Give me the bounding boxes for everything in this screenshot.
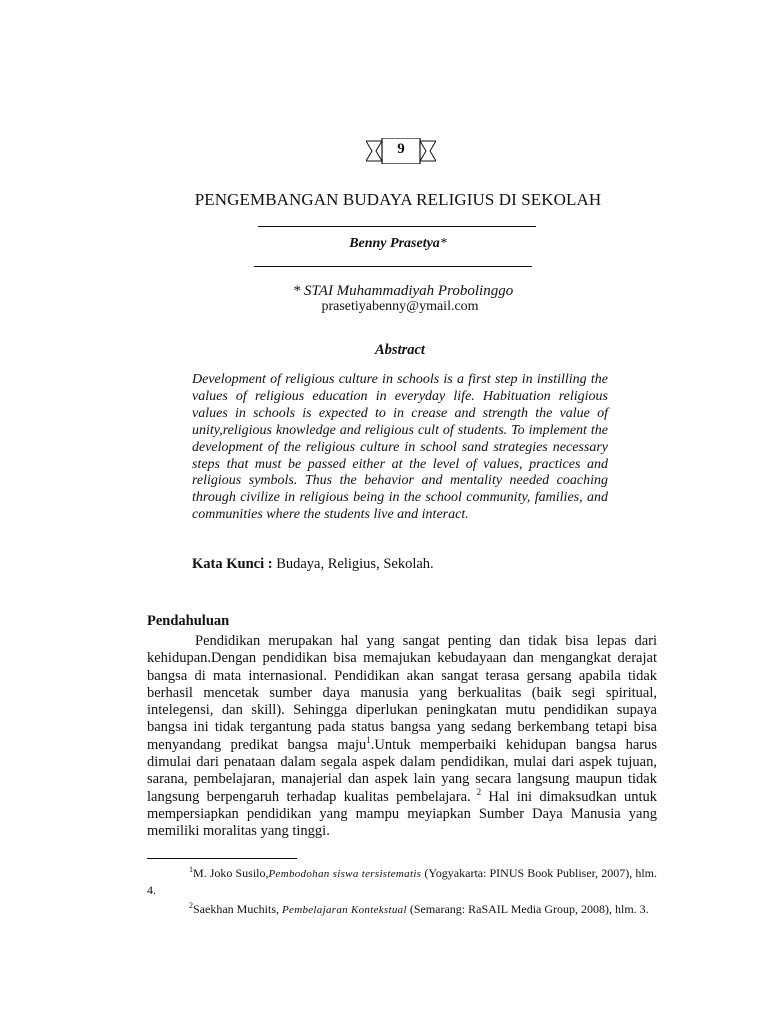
chapter-badge [366, 138, 436, 164]
footnote-separator [147, 858, 297, 859]
footnote-2 [147, 898, 657, 918]
author-mark: * [439, 236, 447, 251]
author-email: prasetiyabenny@ymail.com [321, 299, 479, 314]
footnotes [147, 862, 657, 918]
footnote-ref-2: 2 [470, 786, 482, 797]
footnote-author: Saekhan Muchits, [193, 902, 282, 916]
keywords-value: Budaya, Religius, Sekolah. [272, 556, 434, 572]
footnote-title: Pembodohan siswa tersistematis [268, 868, 422, 880]
footnote-rest: (Semarang: RaSAIL Media Group, 2008), hlm. 3. [406, 902, 649, 916]
abstract-heading: Abstract [375, 342, 425, 358]
keywords-label: Kata Kunci : [192, 556, 273, 572]
body-paragraph [147, 633, 657, 841]
footnote-ref-1: 1 [366, 734, 371, 745]
body-text-part1: Pendidikan merupakan hal yang sangat penting dan tidak bisa lepas dari kehidupan.Dengan pendidikan bisa memajukan kebudayaan dan mengangkat derajat bangsa di mata internasional. Pendidikan akan sangat terasa gersang apabila tidak berhasil mencetak sumber daya manusia yang berkualitas (baik segi spiritual, intelegensi, dan skill). Sehingga diperlukan peningkatan mutu pendidikan supaya bangsa ini tidak tergantung pada status bangsa yang sedang berkembang tetapi bisa menyandang predikat bangsa maju [147, 633, 657, 753]
affiliation: * STAI Muhammadiyah Probolinggo [292, 283, 514, 299]
body-text-part3: Hal ini dimaksudkan untuk mempersiapkan pendidikan yang mampu meyiapkan Sumber Daya Manusia yang memiliki moralitas yang tinggi. [147, 788, 658, 840]
footnote-number: 2 [189, 901, 193, 910]
author-name: Benny Prasetya [349, 236, 440, 251]
abstract-text: Development of religious culture in schools is a first step in instilling the values of religious education in everyday life. Habituation religious values in schools is expected to in crease and strength the value of unity,religious knowledge and religious cult of students. To implement the development of the religious culture in school sand strategies necessary steps that must be passed either at the level of values, practices and religious symbols. Thus the behavior and mentality needed coaching through civilize in religious being in the school community, families, and communities where the students live and interact. [192, 372, 608, 523]
footnote-rest: (Yogyakarta: PINUS Book Publiser, 2007), hlm. 4. [147, 866, 657, 897]
title-rule [258, 226, 536, 227]
keywords-line [192, 556, 612, 573]
body-text-part2: .Untuk memperbaiki kehidupan bangsa harus dimulai dari penataan dalam segala aspek dalam pendidikan, mulai dari aspek tujuan, sarana, pembelajaran, manajerial dan aspek lain yang secara langsung maupun tidak langsung berpengaruh terhadap kualitas pembelajara. [147, 736, 657, 805]
chapter-number: 9 [397, 141, 405, 157]
footnote-number: 1 [189, 865, 193, 874]
section-heading: Pendahuluan [147, 613, 230, 629]
author-line [0, 236, 768, 252]
author-rule [254, 266, 532, 267]
article-title: PENGEMBANGAN BUDAYA RELIGIUS DI SEKOLAH [194, 190, 602, 209]
footnote-title: Pembelajaran Kontekstual [282, 904, 407, 916]
footnote-author: M. Joko Susilo, [193, 866, 269, 880]
footnote-1 [147, 862, 657, 898]
